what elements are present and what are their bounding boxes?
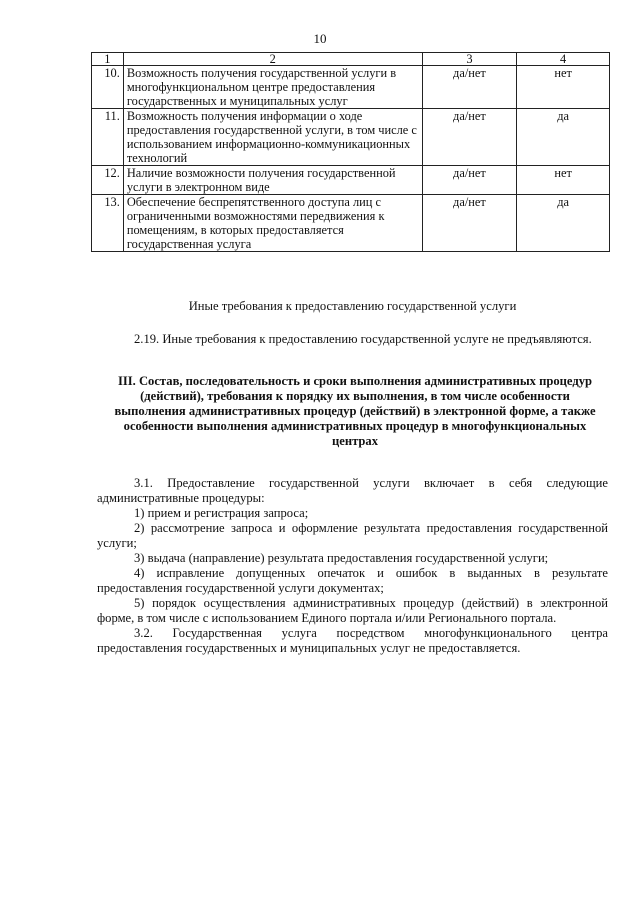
paragraph: 3.2. Государственная услуга посредством многофункционального центра предоставления государственных и муниципальных услуг не предоставляется. <box>97 626 608 655</box>
section-heading: III. Состав, последовательность и сроки выполнения административных процедур (действий), требования к порядку их выполнения, в том числе особенности выполнения административных процедур (действий) в электронной форме, а также особенности выполнения административных процедур в многофункциональных центрах <box>114 374 596 448</box>
row-value-type: да/нет <box>422 109 517 166</box>
row-number: 10. <box>92 66 124 109</box>
row-description: Возможность получения информации о ходе предоставления государственной услуги, в том числе с использованием информационно-коммуникационных технологий <box>123 109 422 166</box>
row-description: Обеспечение беспрепятственного доступа лиц с ограниченными возможностями передвижения к помещениям, в которых предоставляется государственная услуга <box>123 195 422 252</box>
list-item: 4) исправление допущенных опечаток и ошибок в выданных в результате предоставления государственной услуги документах; <box>97 566 608 595</box>
row-value-type: да/нет <box>422 195 517 252</box>
column-header: 2 <box>123 53 422 66</box>
row-result: да <box>517 195 610 252</box>
other-requirements-text: 2.19. Иные требования к предоставлению государственной услуге не предъявляются. <box>134 332 592 346</box>
column-header: 4 <box>517 53 610 66</box>
list-item: 5) порядок осуществления административных процедур (действий) в электронной форме, в том числе с использованием Единого портала и/или Регионального портала. <box>97 596 608 625</box>
list-item: 2) рассмотрение запроса и оформление результата предоставления государственной услуги; <box>97 521 608 550</box>
paragraph: 3.1. Предоставление государственной услуги включает в себя следующие административные процедуры: <box>97 476 608 505</box>
row-description: Возможность получения государственной услуги в многофункциональном центре предоставления государственных и муниципальных услуг <box>123 66 422 109</box>
row-result: нет <box>517 166 610 195</box>
other-requirements-title: Иные требования к предоставлению государственной услуги <box>188 299 517 313</box>
row-description: Наличие возможности получения государственной услуги в электронном виде <box>123 166 422 195</box>
row-result: да <box>517 109 610 166</box>
table-row <box>92 195 610 252</box>
column-header: 1 <box>92 53 124 66</box>
section-body <box>97 476 608 656</box>
column-header: 3 <box>422 53 517 66</box>
table-row <box>92 109 610 166</box>
row-value-type: да/нет <box>422 66 517 109</box>
table-row <box>92 166 610 195</box>
table-header-row <box>92 53 610 66</box>
row-value-type: да/нет <box>422 166 517 195</box>
service-indicators-table <box>91 52 610 252</box>
page-number: 10 <box>313 31 327 46</box>
row-number: 12. <box>92 166 124 195</box>
row-number: 13. <box>92 195 124 252</box>
row-result: нет <box>517 66 610 109</box>
table-row <box>92 66 610 109</box>
list-item: 3) выдача (направление) результата предоставления государственной услуги; <box>134 551 549 565</box>
row-number: 11. <box>92 109 124 166</box>
list-item: 1) прием и регистрация запроса; <box>134 506 309 520</box>
